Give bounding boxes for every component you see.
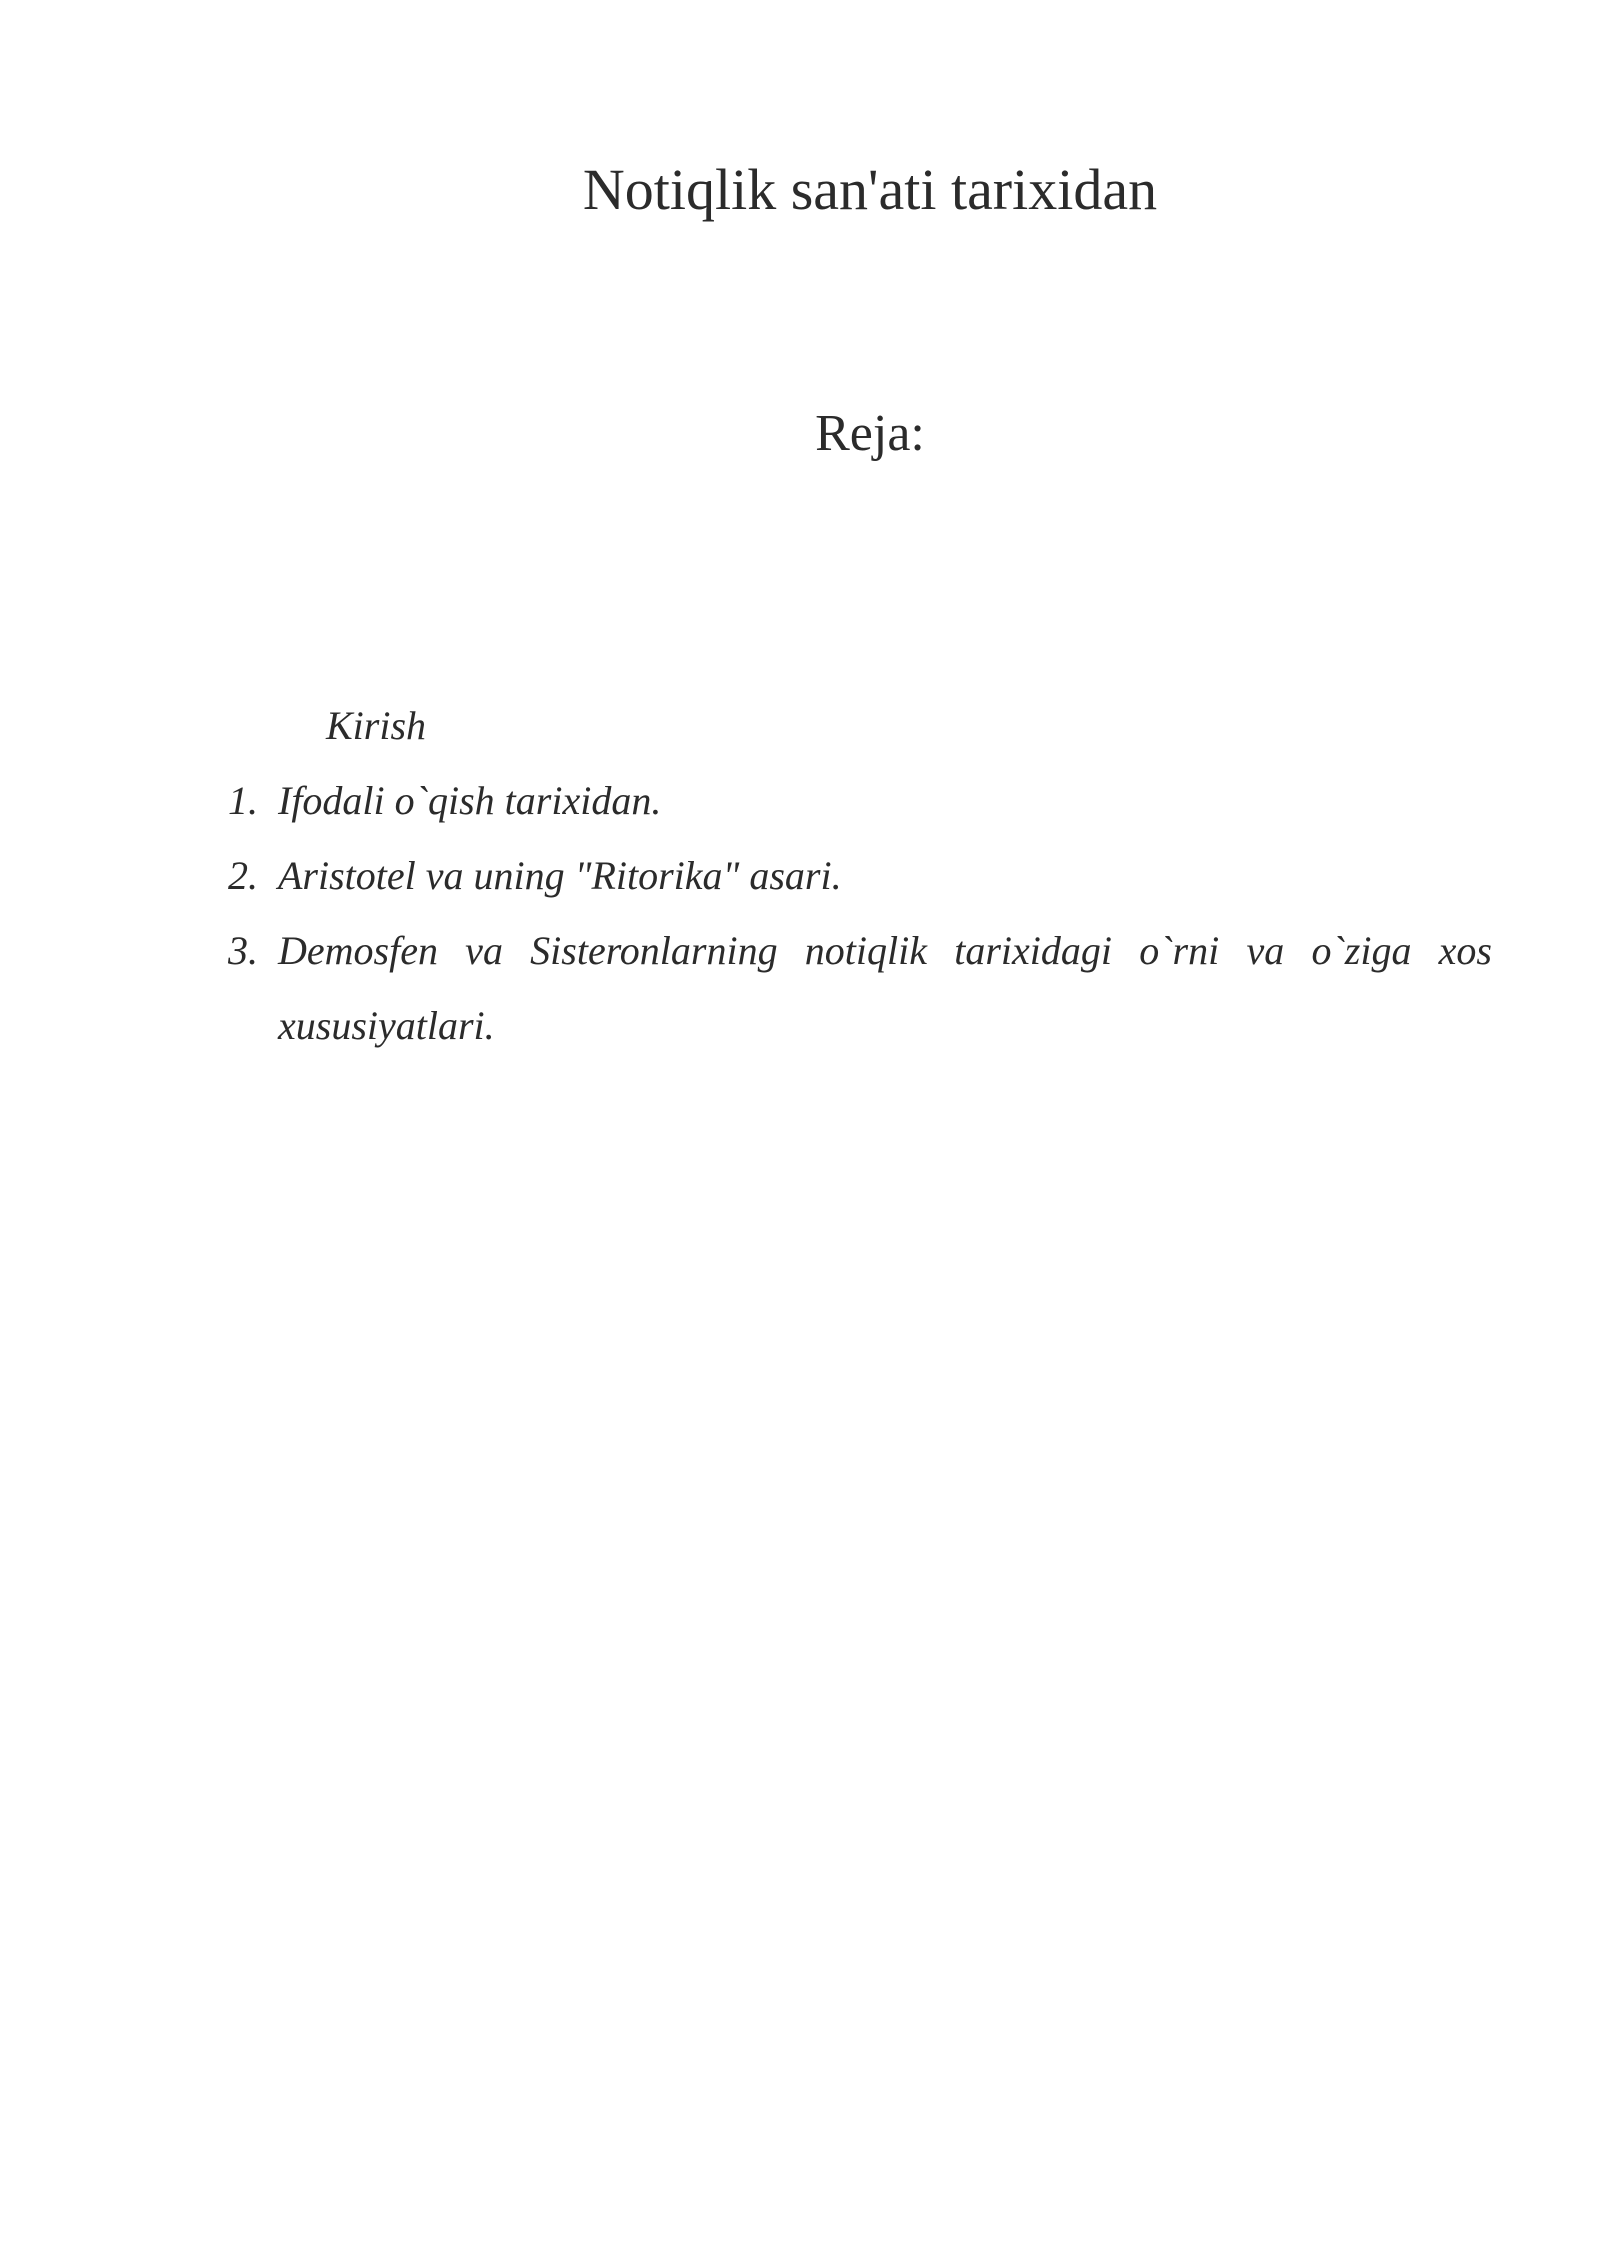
plan-list [228, 763, 1492, 1063]
plan-intro: Kirish [326, 703, 427, 748]
plan-item-number: 3. [228, 928, 258, 973]
plan-item-text: Aristotel va uning "Ritorika" asari. [278, 853, 842, 898]
plan-item-1 [228, 763, 1492, 838]
plan-item-2 [228, 838, 1492, 913]
document-title: Notiqlik san'ati tarixidan [582, 157, 1158, 222]
plan-item-number: 1. [228, 778, 258, 823]
plan-section [228, 688, 1492, 1063]
plan-item-number: 2. [228, 853, 258, 898]
plan-heading: Reja: [815, 405, 925, 462]
plan-item-text: Ifodali o`qish tarixidan. [278, 778, 662, 823]
plan-item-3 [228, 913, 1492, 1063]
plan-item-text: Demosfen va Sisteronlarning notiqlik tarixidagi o`rni va o`ziga xos xususiyatlari. [278, 928, 1492, 1048]
